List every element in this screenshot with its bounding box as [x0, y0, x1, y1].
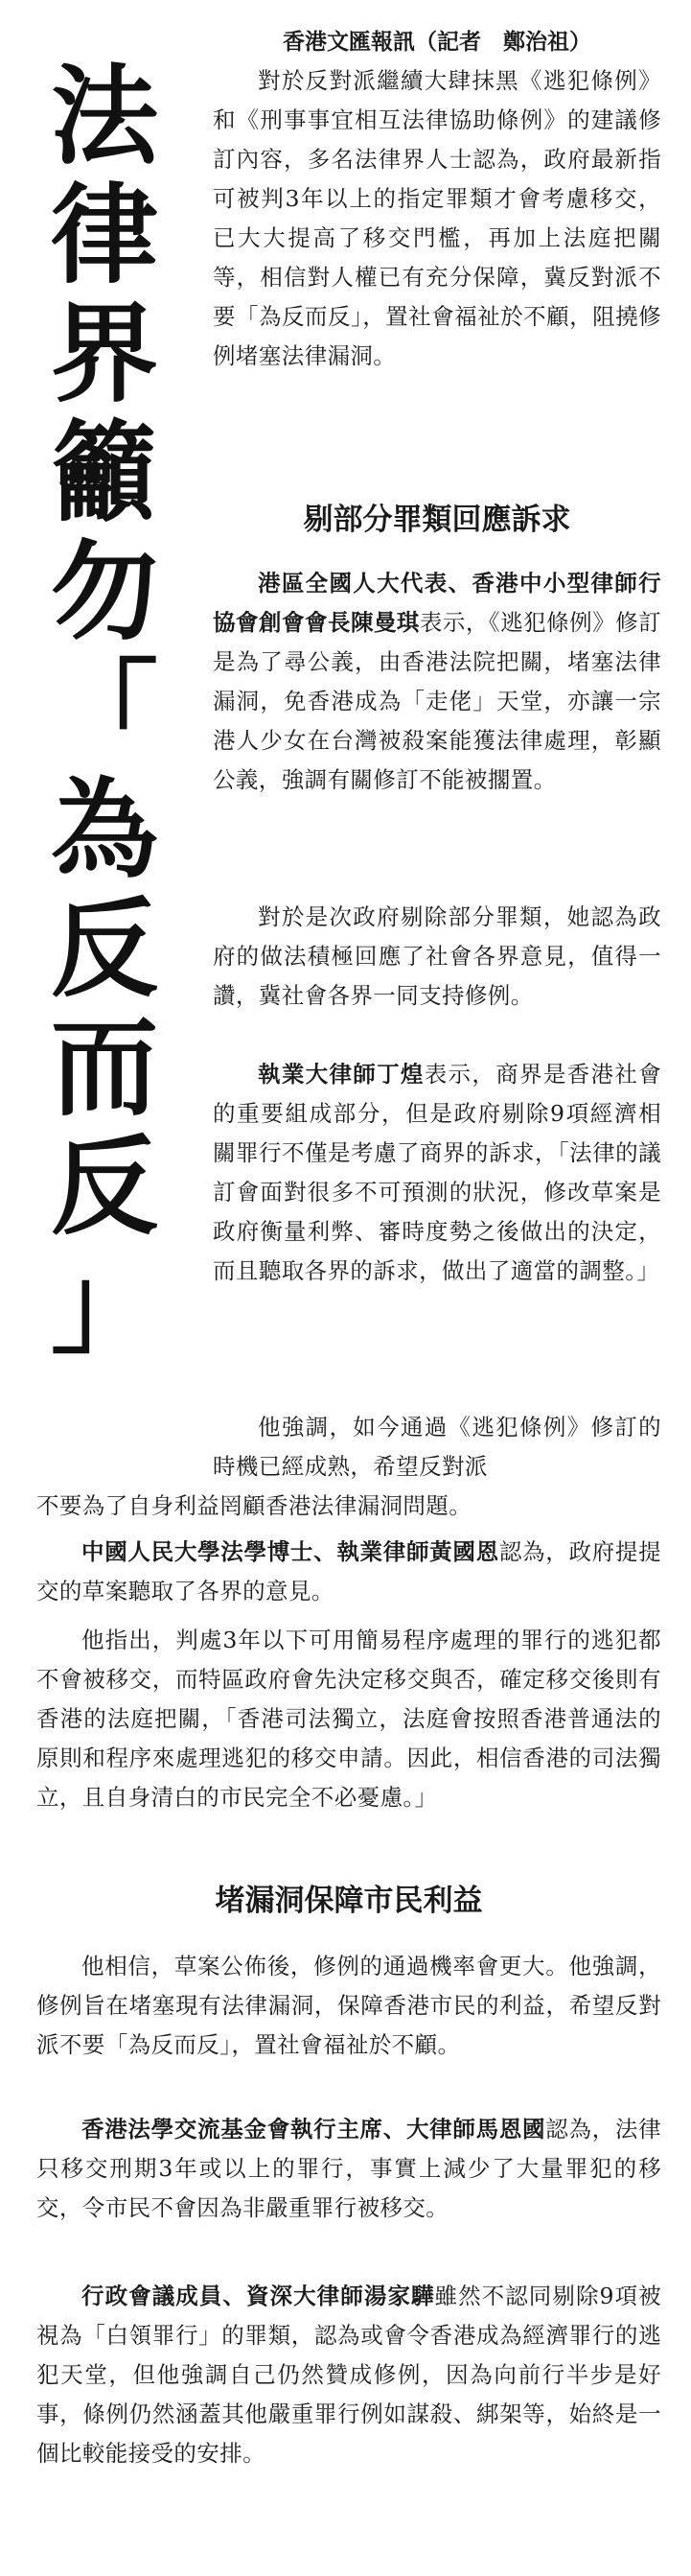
headline-char: 勿 [51, 530, 158, 655]
headline-char: 律 [51, 174, 158, 298]
paragraph [36, 2110, 661, 2228]
paragraph: 對於是次政府剔除部分罪類，她認為政府的做法積極回應了社會各界意見，值得一讚，冀社會各界一同支持修例。 [213, 903, 661, 1009]
paragraph-text: 認為，政府提提交的草案聽取了各界的意見。 [36, 1538, 661, 1604]
headline-char: 反 [51, 1125, 158, 1250]
paragraph [36, 1533, 661, 1611]
subhead-section-1: 剔部分罪類回應訴求 [303, 503, 571, 537]
paragraph: 他相信，草案公佈後，修例的通過機率會更大。他強調，修例旨在堵塞現有法律漏洞，保障香港市民的利益，希望反對派不要「為反而反」，置社會福祉於不顧。 [36, 1953, 661, 2058]
speaker-name: 港區全國人大代表、香港中小型律師行協會創會會長陳曼琪 [213, 570, 661, 636]
paragraph-text: 表示，商界是香港社會的重要組成部分，但是政府剔除9項經濟相關罪行不僅是考慮了商界的訴求，「法律的議訂會面對很多不可預測的狀況，修改草案是政府衡量利弊、審時度勢之後做出的決定，而且聽取各界的訴求，做出了適當的調整。」 [213, 1061, 661, 1284]
paragraph-text: 雖然不認同剔除9項被視為「白領罪行」的罪類，認為或會令香港成為經濟罪行的逃犯天堂，但他強調自己仍然贊成修例，因為向前行半步是好事，條例仍然涵蓋其他嚴重罪行例如謀殺、綁架等，始終是一個比較能接受的安排。 [36, 2283, 662, 2467]
headline [23, 55, 186, 1369]
headline-char: 反 [51, 887, 158, 1012]
speaker-name: 香港法學交流基金會執行主席、大律師馬恩國 [81, 2116, 546, 2143]
paragraph-continued: 不要為了自身利益罔顧香港法律漏洞問題。 [36, 1492, 472, 1519]
headline-open-quote: 「 [51, 649, 158, 774]
paragraph [213, 564, 661, 800]
subhead-section-2: 堵漏洞保障市民利益 [215, 1884, 483, 1918]
headline-char: 籲 [51, 411, 158, 536]
paragraph [213, 1055, 661, 1291]
paragraph [36, 2277, 661, 2473]
headline-char: 而 [51, 1006, 158, 1131]
byline: 香港文匯報訊（記者 鄭治祖） [283, 30, 591, 55]
headline-char: 法 [51, 55, 158, 179]
headline-char: 界 [51, 293, 158, 417]
speaker-name: 行政會議成員、資深大律師湯家驊 [81, 2283, 435, 2309]
paragraph: 他強調，如今通過《逃犯條例》修訂的時機已經成熟，希望反對派 [213, 1414, 661, 1480]
headline-char: 為 [51, 768, 158, 893]
headline-close-quote: 」 [51, 1244, 158, 1369]
paragraph-text: 認為，法律只移交刑期3年或以上的罪行，事實上減少了大量罪犯的移交，令市民不會因為非嚴重罪行被移交。 [36, 2116, 661, 2221]
speaker-name: 執業大律師丁煌 [258, 1061, 425, 1088]
intro-paragraph: 對於反對派繼續大肆抹黑《逃犯條例》和《刑事事宜相互法律協助條例》的建議修訂內容，多名法律界人士認為，政府最新指可被判3年以上的指定罪類才會考慮移交，已大大提高了移交門檻，再加上法庭把關等，相信對人權已有充分保障，冀反對派不要「為反而反」，置社會福祉於不顧，阻撓修例堵塞法律漏洞。 [213, 67, 661, 369]
speaker-name: 中國人民大學法學博士、執業律師黃國恩 [81, 1538, 499, 1565]
paragraph: 他指出，判處3年以下可用簡易程序處理的罪行的逃犯都不會被移交，而特區政府會先決定移交與否，確定移交後則有香港的法庭把關，「香港司法獨立，法庭會按照香港普通法的原則和程序來處理逃犯的移交申請。因此，相信香港的司法獨立，且自身清白的市民完全不必憂慮。」 [36, 1627, 661, 1811]
paragraph-text: 表示，《逃犯條例》修訂是為了尋公義，由香港法院把關，堵塞法律漏洞，免香港成為「走佬」天堂，亦讓一宗港人少女在台灣被殺案能獲法律處理，彰顯公義，強調有關修訂不能被擱置。 [213, 609, 661, 793]
